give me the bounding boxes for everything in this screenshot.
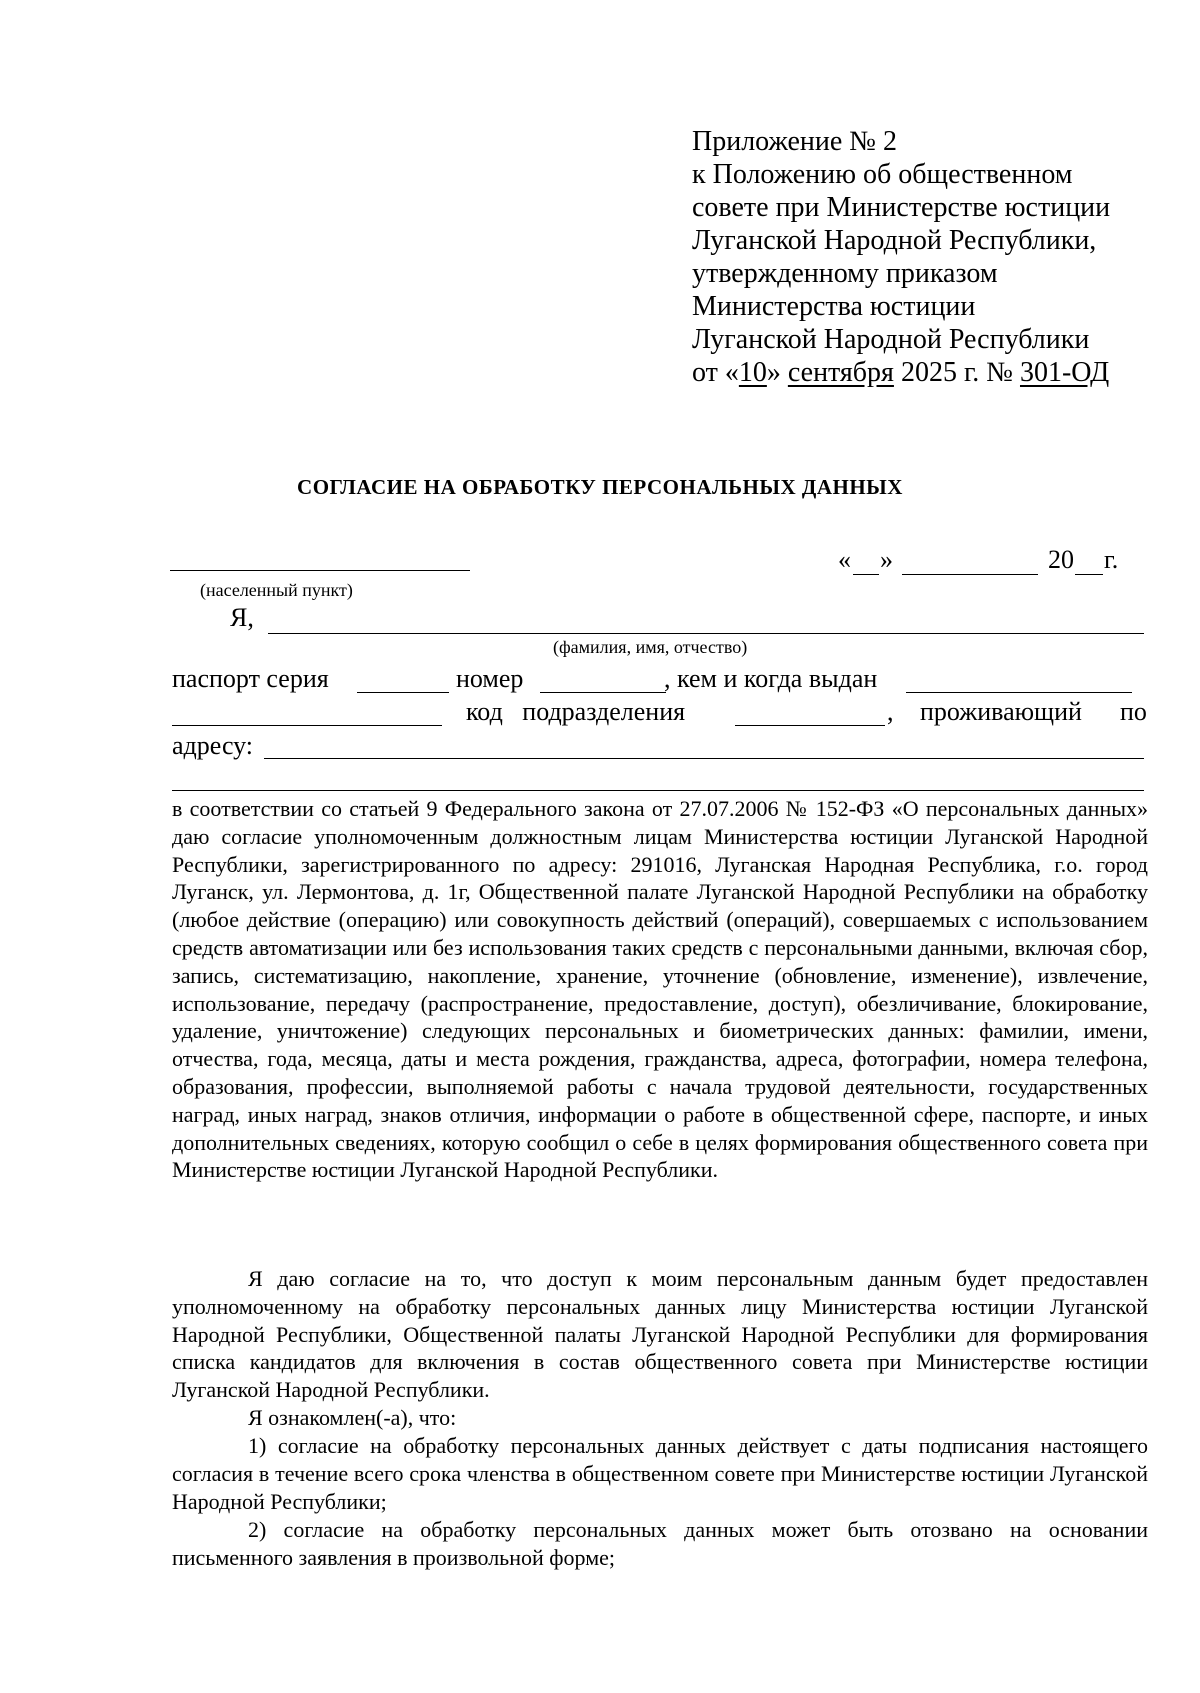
- clause-1-paragraph: 1) согласие на обработку персональных данных действует с даты подписания настоящего согласия в течение всего срока членства в общественном совете при Министерстве юстиции Луганской Народной Республики;: [172, 1433, 1148, 1514]
- header-line: к Положению об общественном: [692, 159, 1073, 190]
- residing-label: проживающий: [920, 697, 1082, 726]
- clause-2-paragraph: 2) согласие на обработку персональных данных может быть отозвано на основании письменного заявления в произвольной форме;: [172, 1517, 1148, 1570]
- date-day-field[interactable]: [853, 574, 879, 575]
- subdivision-comma: ,: [887, 697, 894, 726]
- order-month: сентября: [787, 357, 894, 388]
- date-year-field[interactable]: [1075, 574, 1103, 575]
- date-month-field[interactable]: [902, 574, 1038, 575]
- passport-number-field[interactable]: [540, 692, 666, 693]
- header-line: Приложение № 2: [692, 126, 897, 157]
- date-open-quote: «: [838, 545, 851, 574]
- i-label: Я,: [230, 603, 254, 632]
- issued-by-field[interactable]: [906, 692, 1132, 693]
- header-line: Министерства юстиции: [692, 291, 976, 322]
- issued-by-field-continued[interactable]: [172, 725, 442, 726]
- consent-paragraph: в соответствии со статьей 9 Федерального закона от 27.07.2006 № 152-ФЗ «О персональных данных» даю согласие уполномоченным должностным лицам Министерства юстиции Луганской Народной Республики, зарегистрированного по адресу: 291016, Луганская Народная Республика, г.о. город Луганск, ул. Лермонтова, д. 1г, Общественной палате Луганской Народной Республики на обработку (любое действие (операцию) или совокупность действий (операций), совершаемых с использованием средств автоматизации или без использования таких средств с персональными данными, включая сбор, запись, систематизацию, накопление, хранение, уточнение (обновление, изменение), извлечение, использование, передачу (распространение, предоставление, доступ), обезличивание, блокирование, удаление, уничтожение) следующих персональных и биометрических данных: фамилии, имени, отчества, года, месяца, даты и места рождения, гражданства, адреса, фотографии, номера телефона, образования, профессии, выполняемой работы с начала трудовой деятельности, государственных наград, иных наград, знаков отличия, информации о работе в общественной сфере, паспорте, и иных дополнительных сведениях, которую сообщил о себе в целях формирования общественного совета при Министерстве юстиции Луганской Народной Республики.: [172, 796, 1148, 1183]
- header-line: совете при Министерстве юстиции: [692, 192, 1111, 223]
- issued-by-label: , кем и когда выдан: [664, 664, 878, 693]
- acknowledgement-paragraph: Я ознакомлен(-а), что:: [248, 1405, 457, 1430]
- document-title: СОГЛАСИЕ НА ОБРАБОТКУ ПЕРСОНАЛЬНЫХ ДАННЫХ: [297, 475, 903, 499]
- subdivision-code-label: код подразделения: [466, 697, 686, 726]
- header-line: утвержденному приказом: [692, 258, 998, 289]
- order-prefix: от «: [692, 357, 739, 388]
- order-day-close: »: [766, 357, 788, 388]
- settlement-field[interactable]: [170, 570, 470, 571]
- settlement-caption: (населенный пункт): [200, 580, 353, 600]
- subdivision-code-field[interactable]: [735, 725, 885, 726]
- fio-caption: (фамилия, имя, отчество): [553, 637, 748, 657]
- passport-number-label: номер: [456, 664, 524, 693]
- order-number: 301-ОД: [1019, 357, 1110, 388]
- address-field[interactable]: [264, 758, 1144, 759]
- header-line: Луганской Народной Республики: [692, 324, 1090, 355]
- header-line: Луганской Народной Республики,: [692, 225, 1097, 256]
- order-day: 10: [738, 357, 767, 388]
- residing-po-label: по: [1120, 697, 1147, 726]
- order-year: 2025 г. №: [893, 357, 1020, 388]
- access-paragraph: Я даю согласие на то, что доступ к моим персональным данным будет предоставлен уполномоченному на обработку персональных данных лицу Министерства юстиции Луганской Народной Республики, Общественной палаты Луганской Народной Республики для формирования списка кандидатов для включения в состав общественного совета при Министерстве юстиции Луганской Народной Республики.: [172, 1266, 1148, 1403]
- passport-series-field[interactable]: [357, 692, 449, 693]
- address-label: адресу:: [172, 731, 254, 760]
- fio-field[interactable]: [268, 633, 1144, 634]
- address-field-continued[interactable]: [172, 790, 1144, 791]
- order-reference: [692, 356, 1110, 389]
- date-close-quote: »: [880, 545, 893, 574]
- appendix-header: [692, 125, 1110, 389]
- year-suffix: г.: [1104, 545, 1119, 574]
- year-prefix: 20: [1048, 545, 1074, 574]
- passport-series-label: паспорт серия: [172, 664, 329, 693]
